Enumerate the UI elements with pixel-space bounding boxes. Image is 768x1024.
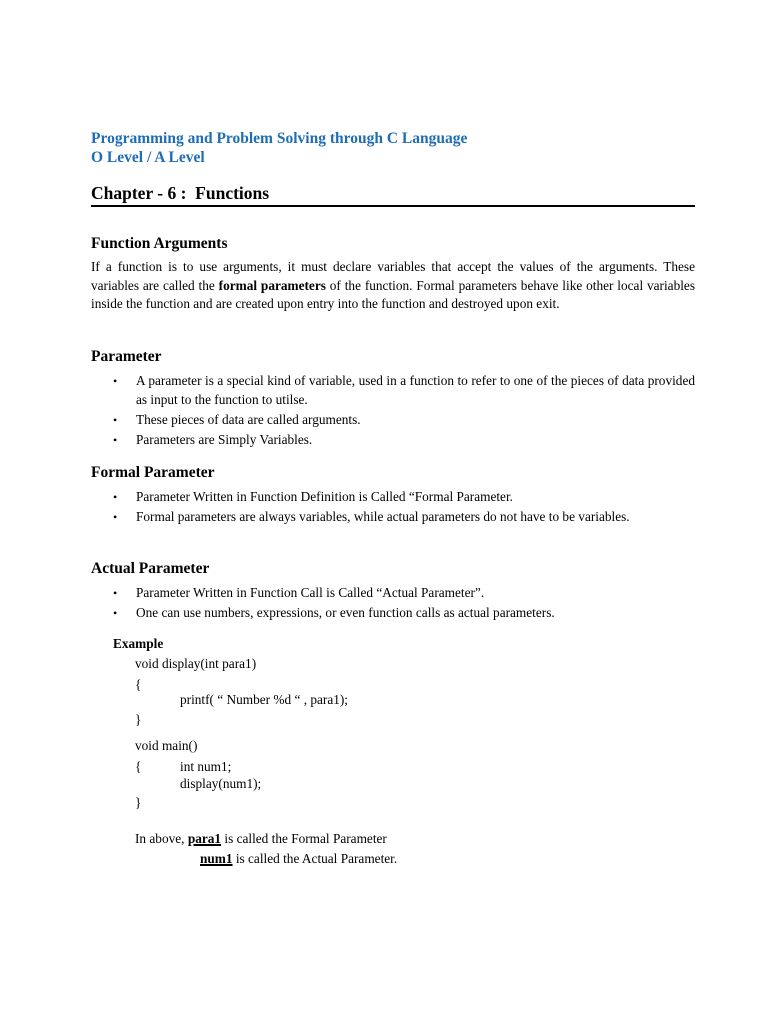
paragraph-function-arguments [91,258,695,314]
list-item [91,584,695,603]
list-item-text: Parameter Written in Function Definition is Called “Formal Parameter. [136,489,513,504]
note-prefix: In above, [135,831,188,846]
list-item-text: A parameter is a special kind of variable, used in a function to refer to one of the pieces of data provided as input to the function to utilse. [136,373,695,407]
code-line: void main() [135,738,198,753]
list-item-text: Formal parameters are always variables, while actual parameters do not have to be variables. [136,509,630,525]
list-item [91,488,695,507]
list-item [91,508,695,527]
list-item [91,372,695,409]
code-line: void display(int para1) [135,656,257,671]
paragraph-text-before: If a function is to use arguments, it must declare variables that accept the values of the arguments. These variables are called the [91,259,695,293]
chapter-title: Chapter - 6 : Functions [91,183,695,207]
list-item [91,411,695,430]
code-line: int num1; [180,759,232,774]
bullet-icon: • [113,374,118,388]
bullet-icon: • [113,432,118,447]
course-title: Programming and Problem Solving through C Language [91,130,468,147]
formal-parameter-note [135,830,387,848]
heading-actual-parameter: Actual Parameter [91,560,210,577]
course-level: O Level / A Level [91,149,205,166]
bold-term-formal-parameters: formal parameters [218,277,326,293]
code-line: { [135,759,142,774]
code-line: printf( “ Number %d “ , para1); [180,692,348,707]
list-item-text: These pieces of data are called arguments. [136,411,361,427]
note-suffix: is called the Formal Parameter [221,831,387,846]
code-line: } [135,712,142,727]
term-num1: num1 [200,851,233,866]
term-para1: para1 [187,831,222,846]
code-line: } [135,795,142,810]
code-line: display(num1); [180,776,262,791]
heading-function-arguments: Function Arguments [91,235,228,252]
bullet-icon: • [113,606,118,621]
code-line: { [135,677,142,692]
bullet-icon: • [113,490,118,504]
note-suffix: is called the Actual Parameter. [232,851,398,866]
list-item-text: Parameters are Simply Variables. [136,431,313,447]
list-item-text: Parameter Written in Function Call is Called “Actual Parameter”. [136,585,485,600]
formal-parameter-list [91,488,695,528]
example-label: Example [113,636,164,651]
list-item-text: One can use numbers, expressions, or even function calls as actual parameters. [136,605,555,621]
list-item [91,431,695,450]
actual-parameter-note [200,850,397,868]
parameter-list [91,372,695,451]
bullet-icon: • [113,510,118,525]
bullet-icon: • [113,586,118,600]
list-item [91,604,695,623]
bullet-icon: • [113,412,118,427]
actual-parameter-list [91,584,695,624]
heading-parameter: Parameter [91,348,162,365]
paragraph-text-after: of the function. Formal parameters behave like other local variables inside the function and are created upon entry into the function and destroyed upon exit. [91,277,695,312]
heading-formal-parameter: Formal Parameter [91,464,215,481]
